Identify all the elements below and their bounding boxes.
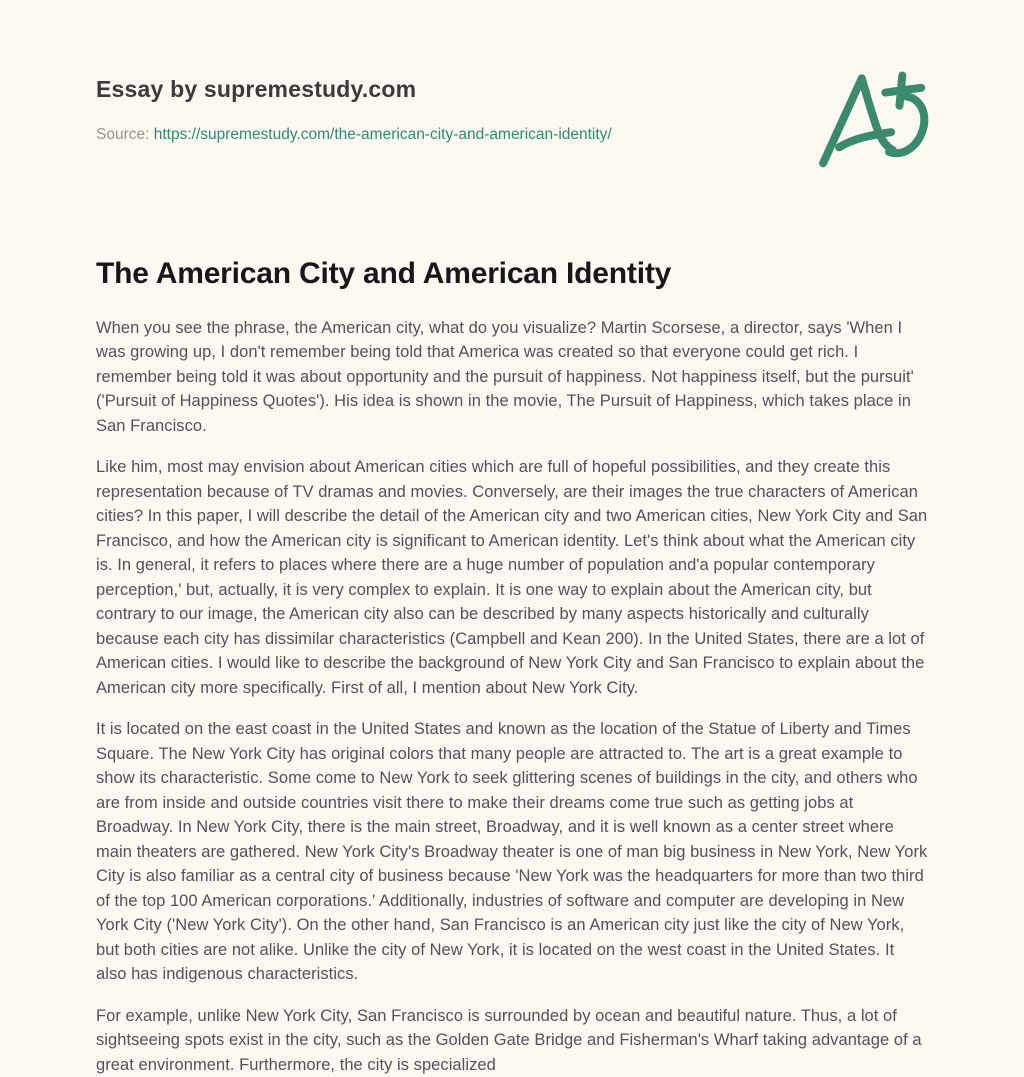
essay-title: The American City and American Identity <box>96 256 672 290</box>
essay-paragraph: Like him, most may envision about American cities which are full of hopeful possibilities, and they create this representation because of TV dramas and movies. Conversely, are their images the true characters of American cities? In this paper, I will describe the detail of the American city and two American cities, New York City and San Francisco, and how the American city is significant to American identity. Let's think about what the American city is. In general, it refers to places where there are a huge number of population and'a popular contemporary perception,' but, actually, it is very complex to explain. It is one way to explain about the American city, but contrary to our image, the American city also can be described by many aspects historically and culturally because each city has dissimilar characteristics (Campbell and Kean 200). In the United States, there are a lot of American cities. I would like to describe the background of New York City and San Francisco to explain about the American city more specifically. First of all, I mention about New York City. <box>96 458 928 697</box>
source-label: Source: <box>96 125 150 143</box>
a-plus-logo-icon <box>808 66 940 170</box>
essay-body <box>96 316 928 1077</box>
essay-paragraph: It is located on the east coast in the United States and known as the location of the Statue of Liberty and Times Square. The New York City has original colors that many people are attracted to. The art is a great example to show its characteristic. Some come to New York to seek glittering scenes of buildings in the city, and others who are from inside and outside countries visit there to make their dreams come true such as getting jobs at Broadway. In New York City, there is the main street, Broadway, and it is well known as a center street where main theaters are gathered. New York City's Broadway theater is one of man big business in New York, New York City is also familiar as a central city of business because 'New York was the headquarters for more than two third of the top 100 American corporations.' Additionally, industries of software and computer are developing in New York City ('New York City'). On the other hand, San Francisco is an American city just like the city of New York, but both cities are not alike. Unlike the city of New York, it is located on the west coast in the United States. It also has indigenous characteristics. <box>96 720 928 984</box>
essay-paragraph: For example, unlike New York City, San Francisco is surrounded by ocean and beautiful nature. Thus, a lot of sightseeing spots exist in the city, such as the Golden Gate Bridge and Fisherman's Wharf taking advantage of a great environment. Furthermore, the city is specialized <box>96 1006 922 1074</box>
essay-paragraph: When you see the phrase, the American city, what do you visualize? Martin Scorsese, a director, says 'When I was growing up, I don't remember being told that America was created so that everyone could get rich. I remember being told it was about opportunity and the pursuit of happiness. Not happiness itself, but the pursuit' ('Pursuit of Happiness Quotes'). His idea is shown in the movie, The Pursuit of Happiness, which takes place in San Francisco. <box>96 318 914 435</box>
source-line <box>96 125 928 144</box>
site-title: Essay by supremestudy.com <box>96 76 417 102</box>
source-link[interactable]: https://supremestudy.com/the-american-city-and-american-identity/ <box>153 125 612 143</box>
page-header <box>96 76 928 144</box>
